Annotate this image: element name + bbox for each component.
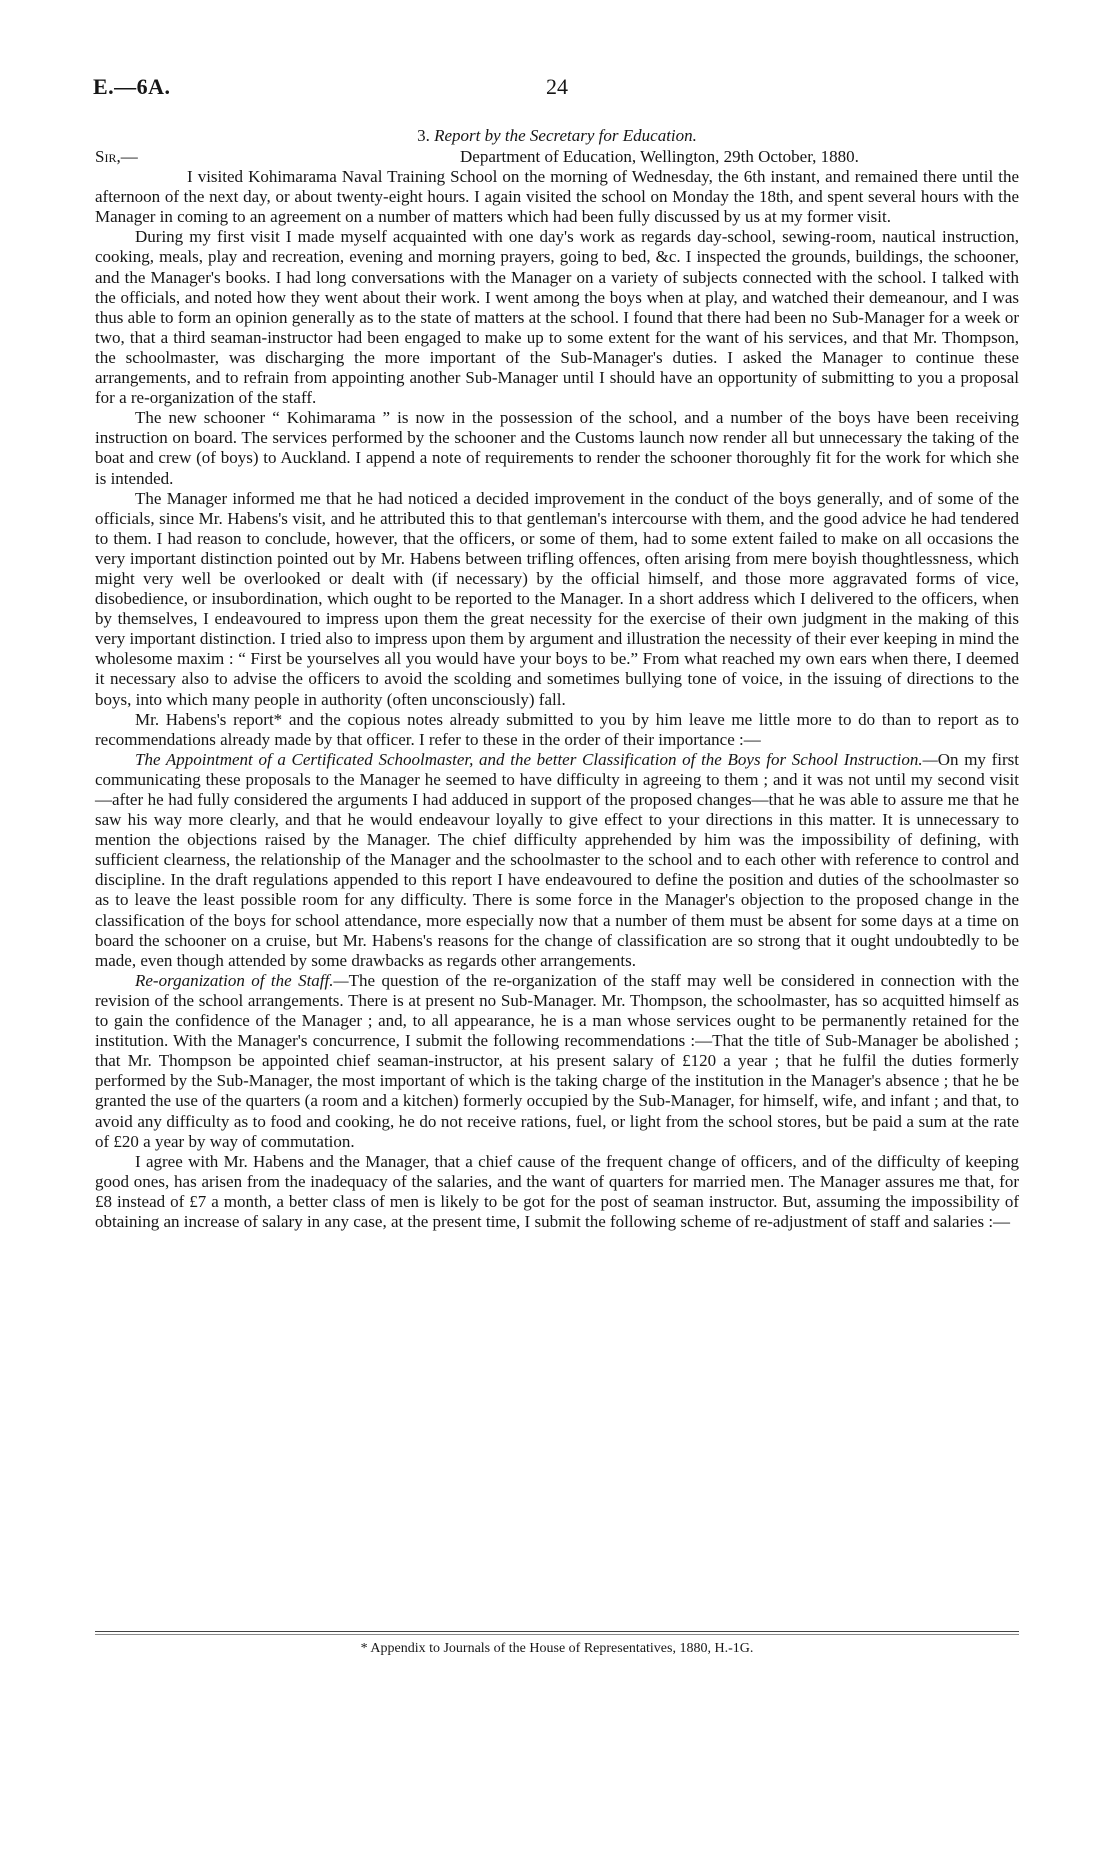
paragraph-conduct: The Manager informed me that he had noticed a decided improvement in the conduct of the boys generally, and of some of the officials, since Mr. Habens's visit, and he attributed this to that gentleman's intercourse with them, and the good advice he had tendered to them. I had reason to conclude, however, that the officers, or some of them, had to some extent failed to make on all occasions the very important distinction pointed out by Mr. Habens between trifling offences, often arising from mere boyish thoughtlessness, which might very well be overlooked or dealt with (if necessary) by the official himself, and those more aggravated forms of vice, disobedience, or insubordination, which ought to be reported to the Manager. In a short address which I delivered to the officers, when by themselves, I endeavoured to impress upon them the great necessity for the exercise of their own judgment in the making of this very important distinction. I tried also to impress upon them by argument and illustration the necessity of their ever keeping in mind the wholesome maxim : “ First be yourselves all you would have your boys to be.” From what reached my own ears when there, I deemed it necessary also to advise the officers to avoid the scolding and sometimes bullying tone of voice, in the issuing of directions to the boys, into which many people in authority (often unconsciously) fall. xyxy=(95,488,1019,709)
salutation-line xyxy=(95,147,1019,167)
footnote: * Appendix to Journals of the House of Representatives, 1880, H.-1G. xyxy=(360,1641,754,1656)
paragraph-salaries: I agree with Mr. Habens and the Manager, that a chief cause of the frequent change of officers, and of the difficulty of keeping good ones, has arisen from the inadequacy of the salaries, and the want of quarters for married men. The Manager assures me that, for £8 instead of £7 a month, a better class of men is likely to be got for the post of seaman instructor. But, assuming the impossibility of obtaining an increase of salary in any case, at the present time, I submit the following scheme of re-adjustment of staff and salaries :— xyxy=(95,1151,1019,1231)
section-appointment-text: On my first communicating these proposals to the Manager he seemed to have difficulty in agreeing to them ; and it was not until my second visit—after he had fully considered the arguments I had adduced in support of the proposed changes—that he was able to assure me that he saw his way more clearly, and that he would endeavour loyally to give effect to your directions in this matter. It is unnecessary to mention the objections raised by the Manager. The chief difficulty apprehended by him was the impossibility of defining, with sufficient clearness, the relationship of the Manager and the schoolmaster to the school and to each other with reference to control and discipline. In the draft regulations appended to this report I have endeavoured to define the position and duties of the schoolmaster so as to leave the least possible room for any difficulty. There is some force in the Manager's objection to the proposed change in the classification of the boys for school attendance, more especially now that a number of them must be absent for some days at a time on board the schooner on a cruise, but Mr. Habens's reasons for the change of classification are so strong that it ought undoubtedly to be made, even though attended by some drawbacks as regards other arrangements. xyxy=(95,749,1019,970)
document-code: E.—6A. xyxy=(93,74,171,99)
page-number: 24 xyxy=(546,74,568,99)
salutation: Sir,— xyxy=(95,147,138,167)
report-body xyxy=(95,126,1019,1232)
report-title-text: Report by the Secretary for Education. xyxy=(434,126,697,145)
paragraph-habens-report: Mr. Habens's report* and the copious notes already submitted to you by him leave me little more to do than to report as to recommendations already made by that officer. I refer to these in the order of their importance :— xyxy=(95,709,1019,749)
section-appointment-heading: The Appointment of a Certificated Schoolmaster, and the better Classification of the Boys for School Instruction.— xyxy=(135,749,938,769)
section-staff xyxy=(95,971,1019,1152)
paragraph-first-visit: During my first visit I made myself acquainted with one day's work as regards day-school, sewing-room, nautical instruction, cooking, meals, play and recreation, evening and morning prayers, going to bed, &c. I inspected the grounds, buildings, the schooner, and the Manager's books. I had long conversations with the Manager on a variety of subjects connected with the school. I talked with the officials, and noted how they went about their work. I went among the boys when at play, and watched their demeanour, and I was thus able to form an opinion generally as to the state of matters at the school. I found that there had been no Sub-Manager for a week or two, that a third seaman-instructor had been engaged to make up to some extent for the want of his services, and that Mr. Thompson, the schoolmaster, was discharging the more important of the Sub-Manager's duties. I asked the Manager to continue these arrangements, and to refrain from appointing another Sub-Manager until I should have an opportunity of submitting to you a proposal for a re-organization of the staff. xyxy=(95,227,1019,408)
paragraph-visit: I visited Kohimarama Naval Training School on the morning of Wednesday, the 6th instant, and remained there until the afternoon of the next day, or about twenty-eight hours. I again visited the school on Monday the 18th, and spent several hours with the Manager in coming to an agreement on a number of matters which had been fully discussed by us at my former visit. xyxy=(95,167,1019,227)
footnote-rule xyxy=(95,1631,1019,1632)
section-appointment xyxy=(95,750,1019,971)
report-number: 3. xyxy=(417,126,430,145)
dateline: Department of Education, Wellington, 29th October, 1880. xyxy=(460,147,859,167)
report-title xyxy=(95,126,1019,146)
section-staff-text: The question of the re-organization of the staff may well be considered in connection with the revision of the school arrangements. There is at present no Sub-Manager. Mr. Thompson, the schoolmaster, has so acquitted himself as to gain the confidence of the Manager ; and, to all appearance, he is a man whose services ought to be permanently retained for the institution. With the Manager's concurrence, I submit the following recommendations :—That the title of Sub-Manager be abolished ; that Mr. Thompson be appointed chief seaman-instructor, at his present salary of £120 a year ; that he fulfil the duties formerly performed by the Sub-Manager, the most important of which is the taking charge of the institution in the Manager's absence ; that he be granted the use of the quarters (a room and a kitchen) formerly occupied by the Sub-Manager, for himself, wife, and infant ; and that, to avoid any difficulty as to food and cooking, he do not receive rations, fuel, or light from the school stores, but be paid a sum at the rate of £20 a year by way of commutation. xyxy=(95,970,1020,1151)
section-staff-heading: Re-organization of the Staff.— xyxy=(135,970,349,990)
paragraph-schooner: The new schooner “ Kohimarama ” is now in the possession of the school, and a number of the boys have been receiving instruction on board. The services performed by the schooner and the Customs launch now render all but unnecessary the taking of the boat and crew (of boys) to Auckland. I append a note of requirements to render the schooner thoroughly fit for the work for which she is intended. xyxy=(95,408,1019,488)
footnote-rule-secondary xyxy=(95,1634,1019,1635)
page-header xyxy=(93,74,1021,104)
